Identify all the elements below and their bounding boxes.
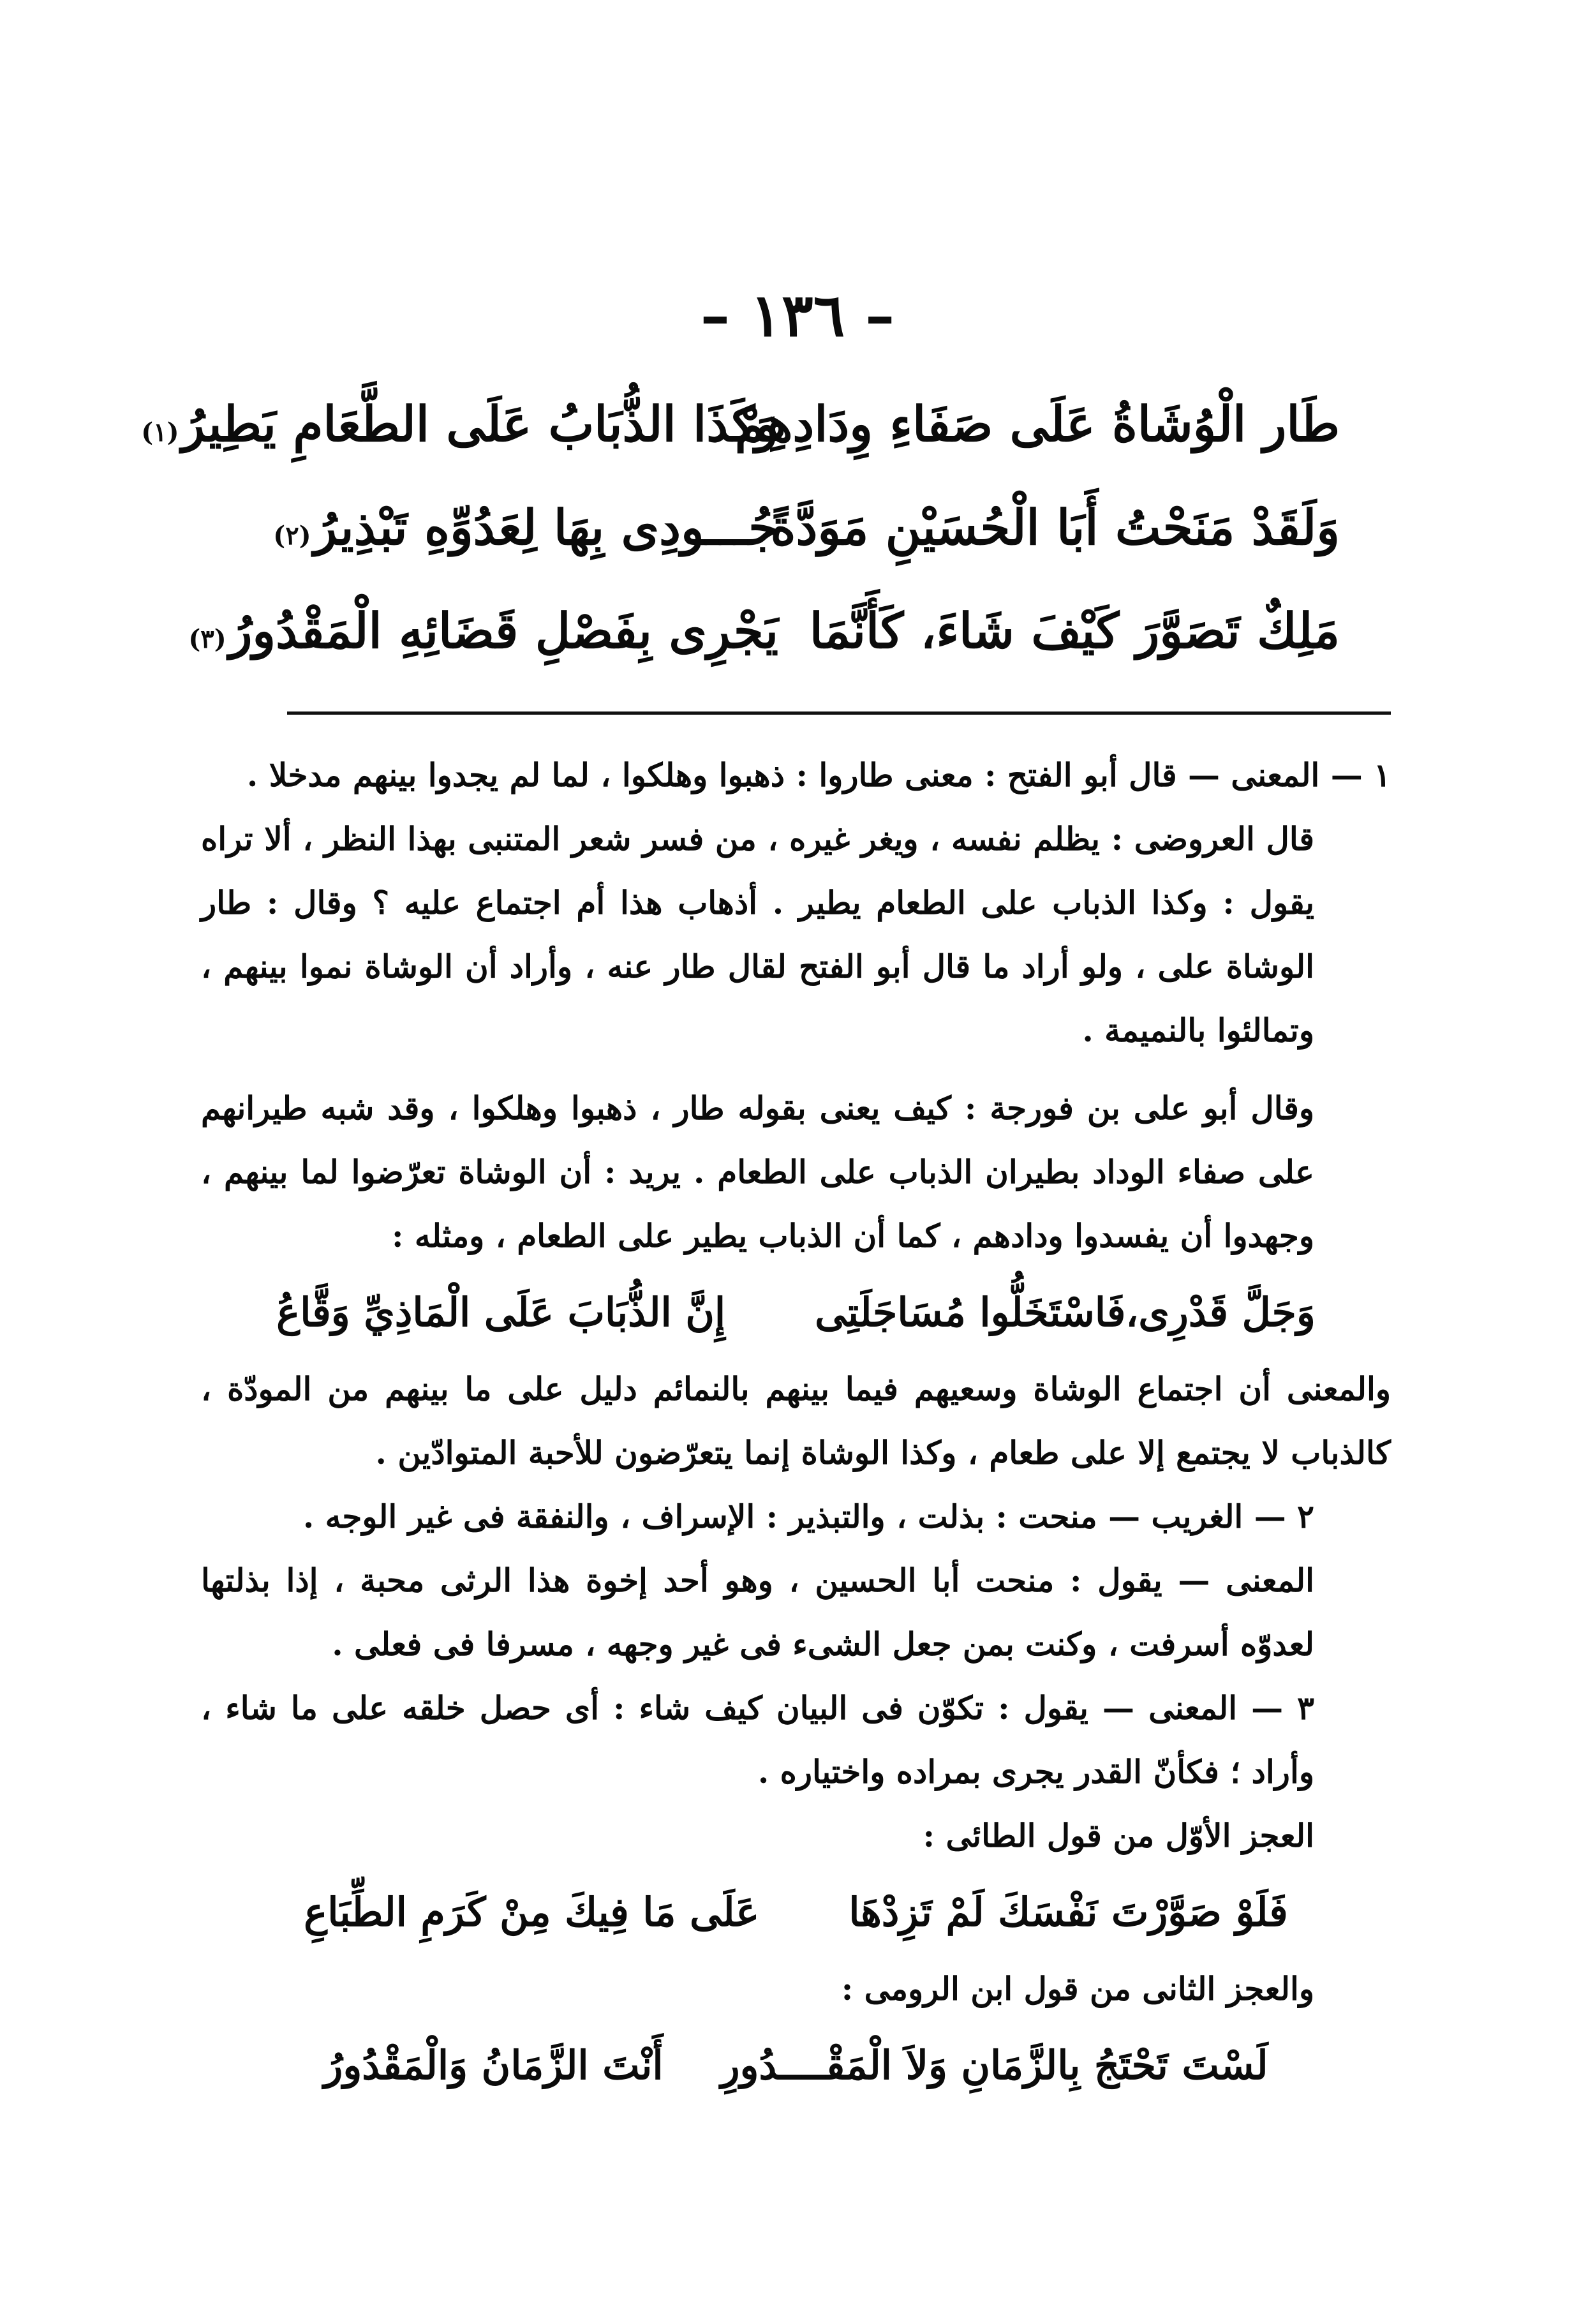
quoted-verse-second: عَلَى مَا فِيكَ مِنْ كَرَمِ الطِّبَاعِ	[304, 1889, 760, 1935]
footnote-ref: (١)	[141, 417, 179, 447]
verse-second-hemistich	[188, 583, 778, 679]
page-number: – ١٣٦ –	[700, 281, 895, 350]
quoted-verse-first: لَسْتَ تَحْتَجُ بِالزَّمَانِ وَلاَ الْمَقْــــدُورِ	[720, 2042, 1268, 2089]
verse-line	[242, 480, 1340, 583]
verse-second-text: جُـــودِى بِهَا لِعَدُوِّهِ تَبْذِيرُ	[313, 499, 778, 556]
quoted-verse-second: إِنَّ الذُّبَابَ عَلَى الْمَاذِيِّ وَقَّاعُ	[276, 1289, 726, 1336]
footnotes	[201, 743, 1391, 2110]
quoted-verse	[201, 2021, 1391, 2110]
verse-first-hemistich: مَلِكٌ تَصَوَّرَ كَيْفَ شَاءَ، كَأَنَّمَا	[809, 602, 1340, 659]
verse-second-text: يَجْرِى بِفَصْلِ قَضَائِهِ الْمَقْدُورُ	[228, 602, 778, 659]
note-1-arudi: قال العروضى : يظلم نفسه ، ويغر غيره ، من فسر شعر المتنبى بهذا النظر ، ألا تراه يقول : وكذا الذباب على الطعام يطير . أذهاب هذا أم اجتماع عليه ؟ وقال : طار الوشاة على ، ولو أراد ما قال أبو الفتح لقال طار عنه ، وأراد أن الوشاة نموا بينهم ، وتمالئوا بالنميمة .	[201, 820, 1314, 1049]
note-1-meaning: ١ — المعنى — قال أبو الفتح : معنى طاروا : ذهبوا وهلكوا ، لما لم يجدوا بينهم مدخلا .	[246, 756, 1391, 794]
note-3-source-1: العجز الأوّل من قول الطائى :	[923, 1817, 1314, 1854]
verse-second-hemistich	[141, 376, 778, 472]
note-3-source-2: والعجز الثانى من قول ابن الرومى :	[841, 1970, 1314, 2007]
note-1-ibn-furraja: وقال أبو على بن فورجة : كيف يعنى بقوله طار ، ذهبوا وهلكوا ، وقد شبه طيرانهم على صفاء الوداد بطيران الذباب على الطعام . يريد : أن الوشاة تعرّضوا لما بينهم ، وجهدوا أن يفسدوا ودادهم ، كما أن الذباب يطير على الطعام ، ومثله :	[201, 1089, 1314, 1255]
quoted-verse-second: أَنْتَ الزَّمَانُ وَالْمَقْدُورُ	[323, 2042, 664, 2089]
verse-second-hemistich	[242, 480, 778, 576]
note-1-conclusion: والمعنى أن اجتماع الوشاة وسعيهم فيما بينهم بالنمائم دليل على ما بينهم من المودّة ، كالذباب لا يجتمع إلا على طعام ، وكذا الوشاة إنما يتعرّضون للأحبة المتوادّين .	[201, 1370, 1391, 1471]
poem-verses	[141, 376, 1340, 687]
verse-second-text: وَكَذَا الذُّبَابُ عَلَى الطَّعَامِ يَطِيرُ	[181, 396, 778, 452]
note-2-meaning: المعنى — يقول : منحت أبا الحسين ، وهو أحد إخوة هذا الرثى محبة ، إذا بذلتها لعدوّه أسرفت ، وكنت بمن جعل الشىء فى غير وجهه ، مسرفا فى فعلى .	[201, 1561, 1314, 1663]
quoted-verse-first: فَلَوْ صَوَّرْتَ نَفْسَكَ لَمْ تَزِدْهَا	[849, 1889, 1288, 1935]
verse-first-hemistich: طَار الْوُشَاةُ عَلَى صَفَاءِ وِدَادِهِمْ	[734, 396, 1340, 452]
note-2-vocabulary: ٢ — الغريب — منحت : بذلت ، والتبذير : الإسراف ، والنفقة فى غير الوجه .	[302, 1498, 1314, 1535]
quoted-verse	[201, 1268, 1391, 1357]
verse-first-hemistich: وَلَقَدْ مَنَحْتُ أَبَا الْحُسَيْنِ مَوَدَّةً	[770, 499, 1340, 556]
footnote-ref: (٣)	[188, 624, 226, 654]
note-3-meaning: ٣ — المعنى — يقول : تكوّن فى البيان كيف شاء : أى حصل خلقه على ما شاء ، وأراد ؛ فكأنّ القدر يجرى بمراده واختياره .	[201, 1689, 1314, 1791]
footnote-ref: (٢)	[273, 521, 311, 551]
quoted-verse-first: وَجَلَّ قَدْرِى،فَاسْتَخَلُّوا مُسَاجَلَتِى	[815, 1289, 1316, 1336]
verse-line	[141, 376, 1340, 480]
quoted-verse	[201, 1868, 1391, 1957]
footnote-divider	[287, 711, 1391, 715]
verse-line	[188, 583, 1340, 687]
